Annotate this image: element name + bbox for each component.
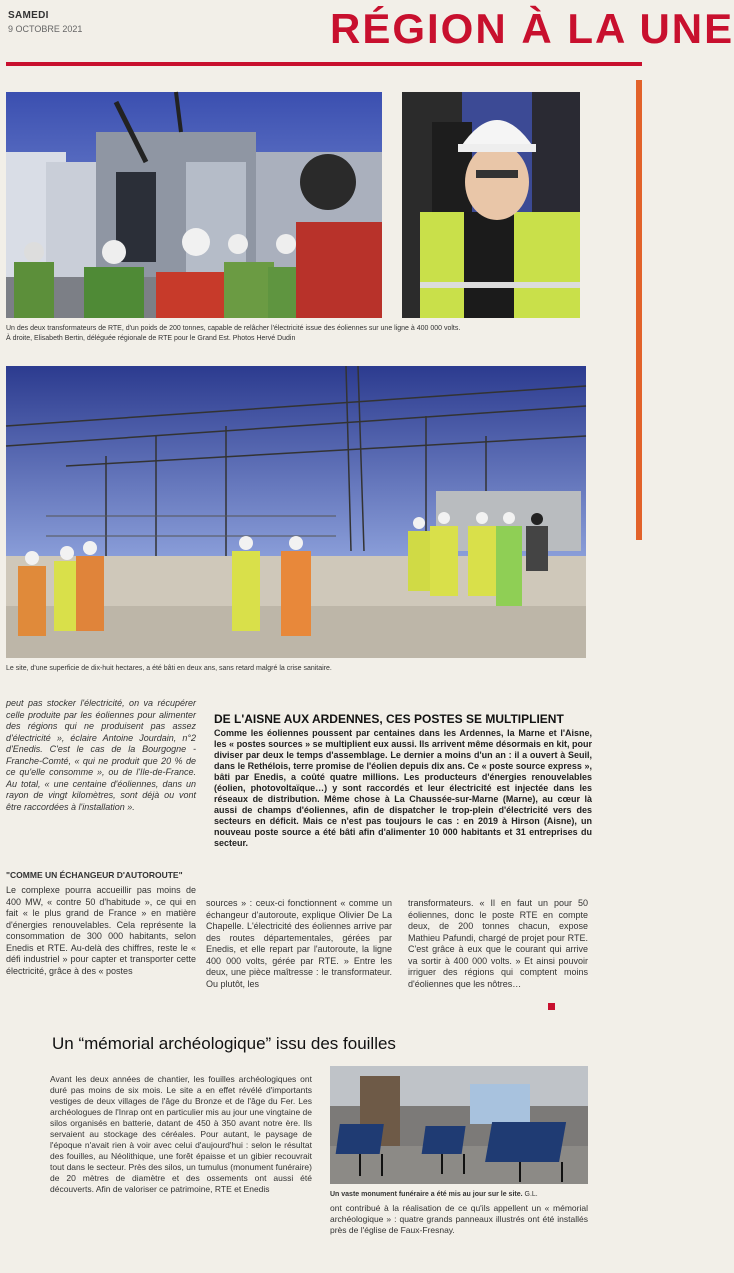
page-date: 9 OCTOBRE 2021 <box>8 24 83 34</box>
side-color-band <box>636 80 642 540</box>
photo-substation-site <box>6 366 586 658</box>
memorial-caption-bold: Un vaste monument funéraire a été mis au jour sur le site. <box>330 1191 523 1198</box>
memorial-caption-credit: G.L. <box>524 1191 538 1198</box>
wide-photo-caption: Le site, d'une superficie de dix-huit hectares, a été bâti en deux ans, sans retard malgré la crise sanitaire. <box>6 665 332 672</box>
article-left-body: Le complexe pourra accueillir pas moins de 400 MW, « contre 50 d'habitude », ce qui en fait « le plus grand de France » en matière d'énergies renouvelables. Cela représente la consommation de 300 000 habitants, selon Enedis et RTE. Au-delà des chiffres, reste le « défi industriel » pour capter et transporter cette électricité, grâce à des « postes <box>6 885 196 976</box>
photo-memorial-panels <box>330 1066 588 1184</box>
top-caption-line2: À droite, Elisabeth Bertin, déléguée régionale de RTE pour le Grand Est. Photos Hervé Dudin <box>6 335 296 342</box>
article-mid-col: sources » : ceux-ci fonctionnent « comme un échangeur d'autoroute, explique Olivier De La Chapelle. L'électricité des éoliennes arrive par des routes départementales, gérées par Enedis, et elle repart par l'autoroute, la ligne 400 000 volts, gérée par RTE. » Entre les deux, une pièce maîtresse : le transformateur. Ou plutôt, les <box>206 898 392 989</box>
photo-regional-delegate <box>402 92 580 318</box>
header-rule <box>6 62 642 66</box>
top-photos-caption <box>6 324 596 344</box>
photo-transformer <box>6 92 382 318</box>
memorial-photo-caption <box>330 1190 590 1200</box>
memorial-headline: Un “mémorial archéologique” issu des fouilles <box>52 1034 396 1053</box>
top-caption-line1: Un des deux transformateurs de RTE, d'un poids de 200 tonnes, capable de relâcher l'électricité issue des éoliennes sur une ligne à 400 000 volts. <box>6 325 461 332</box>
end-mark <box>548 1003 555 1010</box>
article-right-col: transformateurs. « Il en faut un pour 50 éoliennes, donc le poste RTE en compte deux, de 200 tonnes chacun, expose Mathieu Pafundi, chargé de projet pour RTE. C'est grâce à eux que le courant qui arrive va sortir à 400 000 volts. » Et ainsi pouvoir irriguer des régions qui comptent moins d'éoliennes que les nôtres… <box>408 898 588 989</box>
sidebar-body: Comme les éoliennes poussent par centaines dans les Ardennes, la Marne et l'Aisne, les « postes sources » se multiplient eux aussi. Ils arrivent même désormais en kit, pour diviser par deux le temps d'assemblage. Le dernier a moins d'un an : il a ouvert à Seuil, dans le Rethélois, terre promise de l'éolien depuis dix ans. Ce « poste source express », bâti par Enedis, a coûté quatre millions. Les producteurs d'énergies renouvelables (éolien, photovoltaïque…) y sont raccordés et leur électricité est injectée dans les réseaux de distribution. Même chose à La Chaussée-sur-Marne (Marne), au cœur là aussi de champs d'éoliennes, afin de dispatcher le trop-plein d'électricité vers des secteurs en déficit. Mais ce n'est pas toujours le cas : en 2019 à Hirson (Aisne), un nouveau poste source a été bâti afin d'alimenter 10 000 habitants et 31 entreprises du secteur. <box>214 728 592 848</box>
memorial-continued: ont contribué à la réalisation de ce qu'ils appellent un « mémorial archéologique » : quatre grands panneaux illustrés ont été installés près de l'église de Faux-Fresnay. <box>330 1203 588 1235</box>
memorial-body: Avant les deux années de chantier, les fouilles archéologiques ont duré pas moins de six mois. Le site a en effet révélé d'importants vestiges de deux villages de l'âge du Bronze et de l'âge du Fer. Les archéologues de l'Inrap ont en particulier mis au jour une vingtaine de silos organisés en batterie, datant de 450 à 350 avant notre ère. Ils servaient au stockage des céréales. Pour autant, le paysage de l'époque n'avait rien à voir avec celui d'aujourd'hui : selon le résultat des fouilles, au Néolithique, une forêt épaisse et un gibier recouvrait tout dans le secteur. Près des silos, un tumulus (monument funéraire) de 20 mètres de diamètre et des ossements ont aussi été découverts. Afin de valoriser ce patrimoine, RTE et Enedis <box>50 1074 312 1194</box>
sidebar-headline: DE L'AISNE AUX ARDENNES, CES POSTES SE MULTIPLIENT <box>214 712 564 726</box>
article-left-intro: peut pas stocker l'électricité, on va récupérer celle produite par les éoliennes pour alimenter des régions qui ne produisent pas assez d'électricité », éclaire Antoine Jourdain, n°2 d'Enedis. C'est le cas de la Bourgogne - Franche-Comté, « qui ne produit que 20 % de ce qu'elle consomme », ou de l'Ile-de-France. Au total, « une centaine d'éoliennes, dans un rayon de vingt kilomètres, sont déjà ou vont être raccordées à l'installation ». <box>6 698 196 812</box>
article-subhead: "COMME UN ÉCHANGEUR D'AUTOROUTE" <box>6 870 183 880</box>
page-day: SAMEDI <box>8 10 49 21</box>
section-title: RÉGION À LA UNE <box>330 5 734 52</box>
